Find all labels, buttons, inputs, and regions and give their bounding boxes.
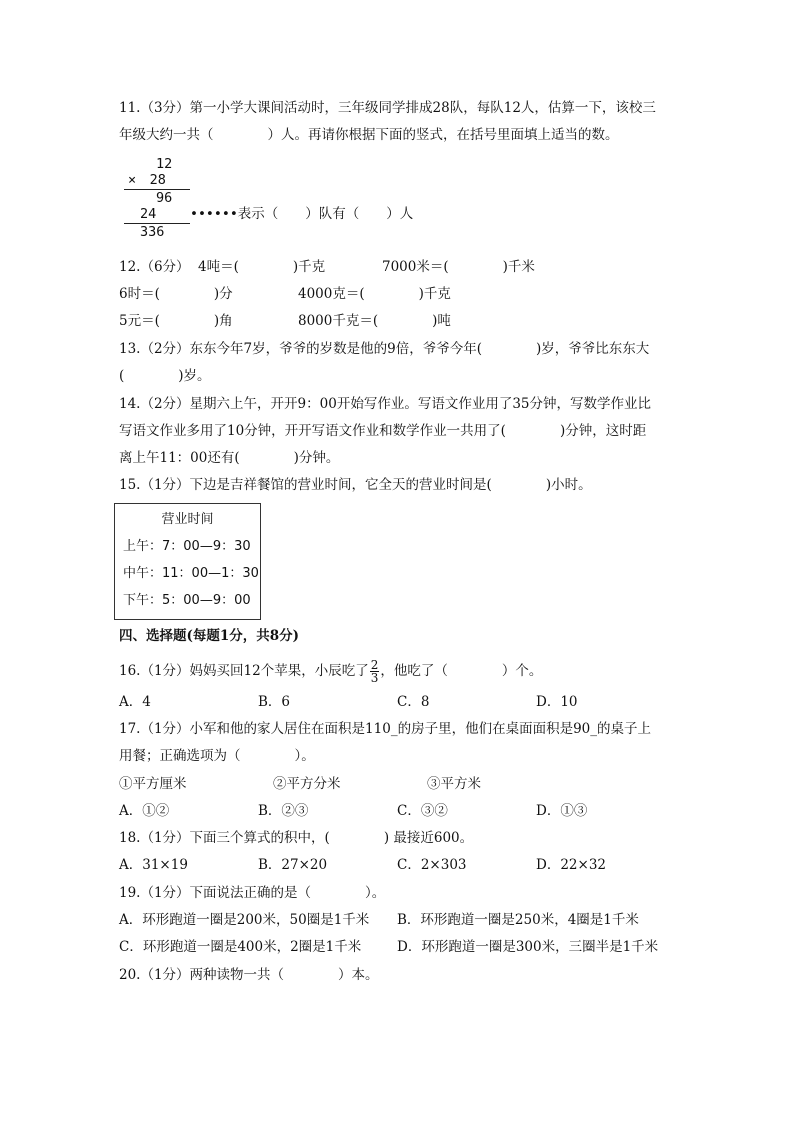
business-hours-title: 营业时间 (161, 512, 214, 527)
hours-afternoon: 下午：5：00—9：00 (123, 593, 251, 608)
q17-line1: 17.（1分）小军和他的家人居住在面积是110_的房子里，他们在桌面面积是90_的桌子上 (119, 721, 652, 737)
q19-option-c: C．环形跑道一圈是400米，2圈是1千米 (119, 939, 362, 955)
q14-line2: 写语文作业多用了10分钟，开开写语文作业和数学作业一共用了( )分钟，这时距 (119, 423, 647, 439)
fraction-two-thirds (370, 659, 380, 684)
q12-item-6: 8000千克＝( )吨 (298, 313, 451, 329)
q11-line1: 11.（3分）第一小学大课间活动时，三年级同学排成28队，每队12人，估算一下，该校三 (119, 100, 656, 116)
q19-option-a: A．环形跑道一圈是200米，50圈是1千米 (119, 912, 370, 928)
calc-partial-1: 96 (156, 190, 173, 206)
section-title: 四、选择题(每题1分，共8分) (119, 628, 300, 644)
q16-option-d: D．10 (536, 694, 578, 710)
q17-option-b: B．②③ (258, 803, 309, 819)
q12-header: 12.（6分） (119, 259, 190, 275)
business-hours-box (114, 503, 261, 620)
q11-line2: 年级大约一共（ ）人。再请你根据下面的竖式，在括号里面填上适当的数。 (119, 127, 619, 143)
q16-text-post: ，他吃了（ ）个。 (380, 663, 543, 679)
q17-unit-1: ①平方厘米 (119, 776, 187, 792)
q14-line1: 14.（2分）星期六上午，开开9：00开始写作业。写语文作业用了35分钟，写数学作业比 (119, 396, 652, 412)
q14-line3: 离上午11：00还有( )分钟。 (119, 450, 340, 466)
fraction-denominator: 3 (370, 671, 379, 685)
q13-line2: ( )岁。 (119, 368, 211, 384)
q16-line1 (119, 659, 542, 684)
q16-option-a: A．4 (119, 694, 151, 710)
q16-option-c: C．8 (397, 694, 430, 710)
hours-morning: 上午：7：00—9：30 (123, 539, 251, 554)
q17-unit-3: ③平方米 (427, 776, 481, 792)
q12-item-3: 6时＝( )分 (119, 286, 233, 302)
q18-option-b: B．27×20 (258, 857, 328, 873)
q19-option-b: B．环形跑道一圈是250米，4圈是1千米 (397, 912, 639, 928)
q18-option-a: A．31×19 (119, 857, 188, 873)
q18-option-d: D．22×32 (536, 857, 606, 873)
q12-item-5: 5元＝( )角 (119, 313, 233, 329)
vertical-multiplication (124, 155, 254, 240)
q19-option-d: D．环形跑道一圈是300米，三圈半是1千米 (397, 939, 659, 955)
q16-text-pre: 16.（1分）妈妈买回12个苹果，小辰吃了 (119, 663, 369, 679)
q17-unit-2: ②平方分米 (273, 776, 341, 792)
q19-line1: 19.（1分）下面说法正确的是（ ）。 (119, 885, 386, 901)
q12-item-4: 4000克＝( )千克 (298, 286, 451, 302)
q17-option-a: A．①② (119, 803, 170, 819)
calc-multiplicand: 12 (156, 156, 173, 172)
q18-line1: 18.（1分）下面三个算式的积中，( ) 最接近600。 (119, 830, 474, 846)
calc-partial-2: 24 (140, 206, 157, 222)
fraction-numerator: 2 (370, 658, 379, 672)
calc-product: 336 (140, 224, 165, 240)
q12-item-1: 4吨＝( )千克 (198, 259, 326, 275)
q17-option-d: D．①③ (536, 803, 588, 819)
q17-line2: 用餐；正确选项为（ ）。 (119, 748, 315, 764)
q15-line1: 15.（1分）下边是吉祥餐馆的营业时间，它全天的营业时间是( )小时。 (119, 477, 592, 493)
q20-line1: 20.（1分）两种读物一共（ ）本。 (119, 967, 379, 983)
q12-item-2: 7000米＝( )千米 (382, 259, 535, 275)
calc-multiplier: × 28 (128, 172, 166, 188)
q16-option-b: B．6 (258, 694, 291, 710)
calc-annotation: ••••••表示（ ）队有（ ）人 (190, 206, 414, 222)
q17-option-c: C．③② (397, 803, 448, 819)
hours-noon: 中午：11：00—1：30 (123, 566, 259, 581)
q13-line1: 13.（2分）东东今年7岁，爷爷的岁数是他的9倍，爷爷今年( )岁，爷爷比东东大 (119, 341, 650, 357)
q18-option-c: C．2×303 (397, 857, 467, 873)
